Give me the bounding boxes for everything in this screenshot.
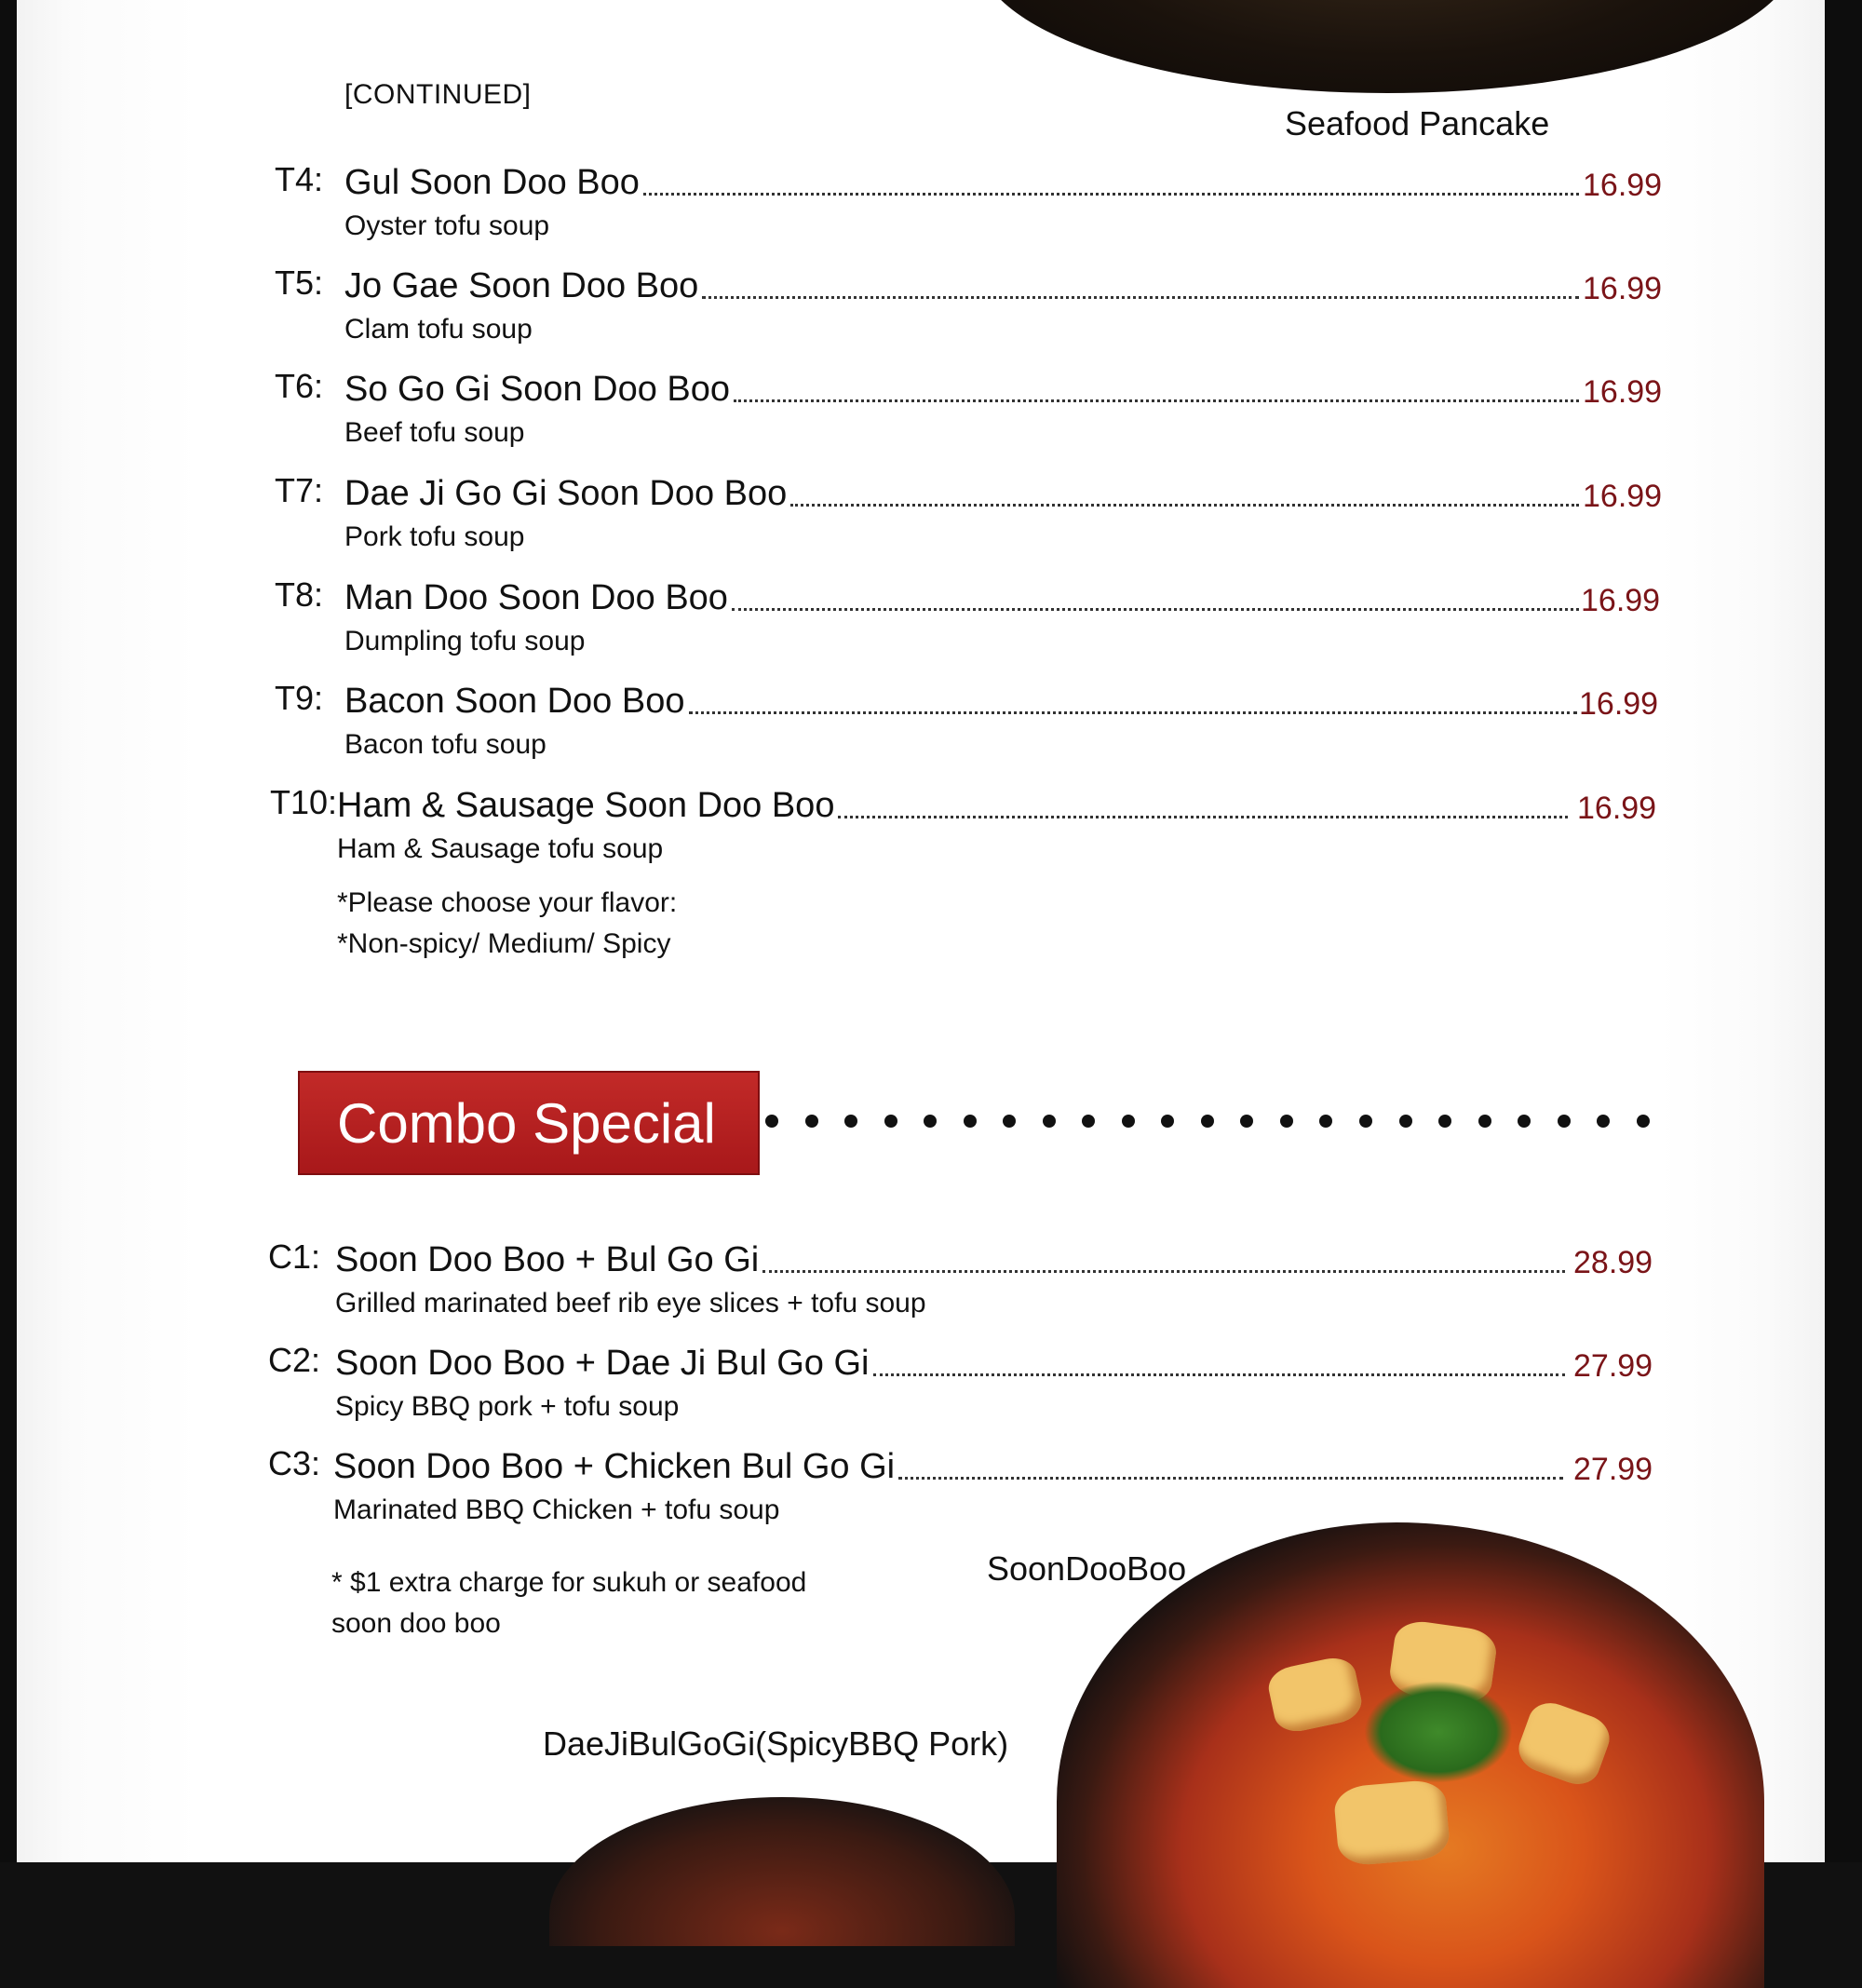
item-price: 16.99 bbox=[1579, 686, 1659, 722]
item-code: T4: bbox=[275, 160, 324, 198]
item-price: 16.99 bbox=[1583, 271, 1663, 306]
item-code: C2: bbox=[268, 1341, 321, 1379]
item-name: Jo Gae Soon Doo Boo bbox=[344, 266, 699, 305]
menu-item-c2 bbox=[0, 1341, 1862, 1443]
item-price: 16.99 bbox=[1581, 583, 1661, 618]
soon-doo-boo-caption: SoonDooBoo bbox=[987, 1549, 1187, 1588]
flavor-note-line2: *Non-spicy/ Medium/ Spicy bbox=[337, 928, 671, 959]
dot-leader bbox=[898, 1467, 1563, 1480]
dot-leader bbox=[790, 494, 1579, 507]
item-name: So Go Gi Soon Doo Boo bbox=[344, 370, 731, 409]
menu-item-t9 bbox=[0, 679, 1862, 781]
item-description: Pork tofu soup bbox=[344, 521, 525, 552]
item-code: T8: bbox=[275, 575, 324, 614]
combo-special-banner bbox=[298, 1071, 760, 1175]
menu-item-t4 bbox=[0, 160, 1862, 263]
item-description: Ham & Sausage tofu soup bbox=[337, 833, 664, 864]
item-price: 27.99 bbox=[1573, 1348, 1653, 1384]
menu-item-t10 bbox=[0, 783, 1862, 886]
combo-extra-charge-note bbox=[331, 1562, 806, 1644]
dot-leader bbox=[873, 1364, 1566, 1376]
dot-leader bbox=[838, 806, 1568, 818]
item-name: Man Doo Soon Doo Boo bbox=[344, 578, 728, 617]
item-name: Soon Doo Boo + Chicken Bul Go Gi bbox=[333, 1447, 896, 1486]
item-price: 16.99 bbox=[1577, 791, 1657, 826]
combo-note-line2: soon doo boo bbox=[331, 1608, 501, 1639]
item-code: T7: bbox=[275, 471, 324, 509]
dot-leader bbox=[732, 599, 1579, 611]
seafood-pancake-caption: Seafood Pancake bbox=[1285, 104, 1550, 142]
item-description: Bacon tofu soup bbox=[344, 729, 546, 760]
item-description: Grilled marinated beef rib eye slices + tofu soup bbox=[335, 1288, 926, 1319]
continued-label: [CONTINUED] bbox=[344, 79, 532, 110]
dot-leader bbox=[643, 183, 1579, 196]
item-price: 16.99 bbox=[1583, 168, 1663, 203]
item-code: T5: bbox=[275, 264, 324, 302]
item-price: 16.99 bbox=[1583, 374, 1663, 410]
menu-item-c3 bbox=[0, 1444, 1862, 1547]
item-code: C1: bbox=[268, 1237, 321, 1276]
item-price: 27.99 bbox=[1573, 1452, 1653, 1487]
item-description: Spicy BBQ pork + tofu soup bbox=[335, 1391, 680, 1422]
dae-ji-bul-go-gi-caption: DaeJiBulGoGi(SpicyBBQ Pork) bbox=[543, 1724, 1009, 1763]
item-code: T6: bbox=[275, 367, 324, 405]
item-name: Soon Doo Boo + Dae Ji Bul Go Gi bbox=[335, 1344, 870, 1383]
item-code: C3: bbox=[268, 1444, 321, 1482]
item-description: Clam tofu soup bbox=[344, 314, 533, 345]
item-description: Dumpling tofu soup bbox=[344, 626, 586, 656]
item-price: 28.99 bbox=[1573, 1245, 1653, 1280]
item-name: Bacon Soon Doo Boo bbox=[344, 682, 685, 721]
menu-item-t6 bbox=[0, 367, 1862, 469]
dot-leader bbox=[734, 390, 1579, 402]
menu-item-t7 bbox=[0, 471, 1862, 574]
item-name: Ham & Sausage Soon Doo Boo bbox=[337, 786, 835, 825]
dot-leader bbox=[762, 1261, 1565, 1273]
combo-note-line1: * $1 extra charge for sukuh or seafood bbox=[331, 1567, 807, 1598]
item-name: Soon Doo Boo + Bul Go Gi bbox=[335, 1240, 760, 1279]
menu-item-c1 bbox=[0, 1237, 1862, 1340]
flavor-note-line1: *Please choose your flavor: bbox=[337, 887, 678, 918]
item-description: Beef tofu soup bbox=[344, 417, 525, 448]
item-code: T9: bbox=[275, 679, 324, 717]
dot-leader bbox=[702, 287, 1579, 299]
item-name: Gul Soon Doo Boo bbox=[344, 163, 640, 202]
item-code: T10: bbox=[270, 783, 338, 821]
item-description: Marinated BBQ Chicken + tofu soup bbox=[333, 1494, 780, 1525]
flavor-note bbox=[337, 883, 677, 965]
combo-special-title: Combo Special bbox=[337, 1092, 716, 1155]
combo-dot-divider bbox=[765, 1114, 1650, 1129]
menu-item-t5 bbox=[0, 264, 1862, 366]
dot-leader bbox=[689, 702, 1578, 714]
item-price: 16.99 bbox=[1583, 479, 1663, 514]
item-description: Oyster tofu soup bbox=[344, 210, 550, 241]
item-name: Dae Ji Go Gi Soon Doo Boo bbox=[344, 474, 788, 513]
menu-item-t8 bbox=[0, 575, 1862, 678]
